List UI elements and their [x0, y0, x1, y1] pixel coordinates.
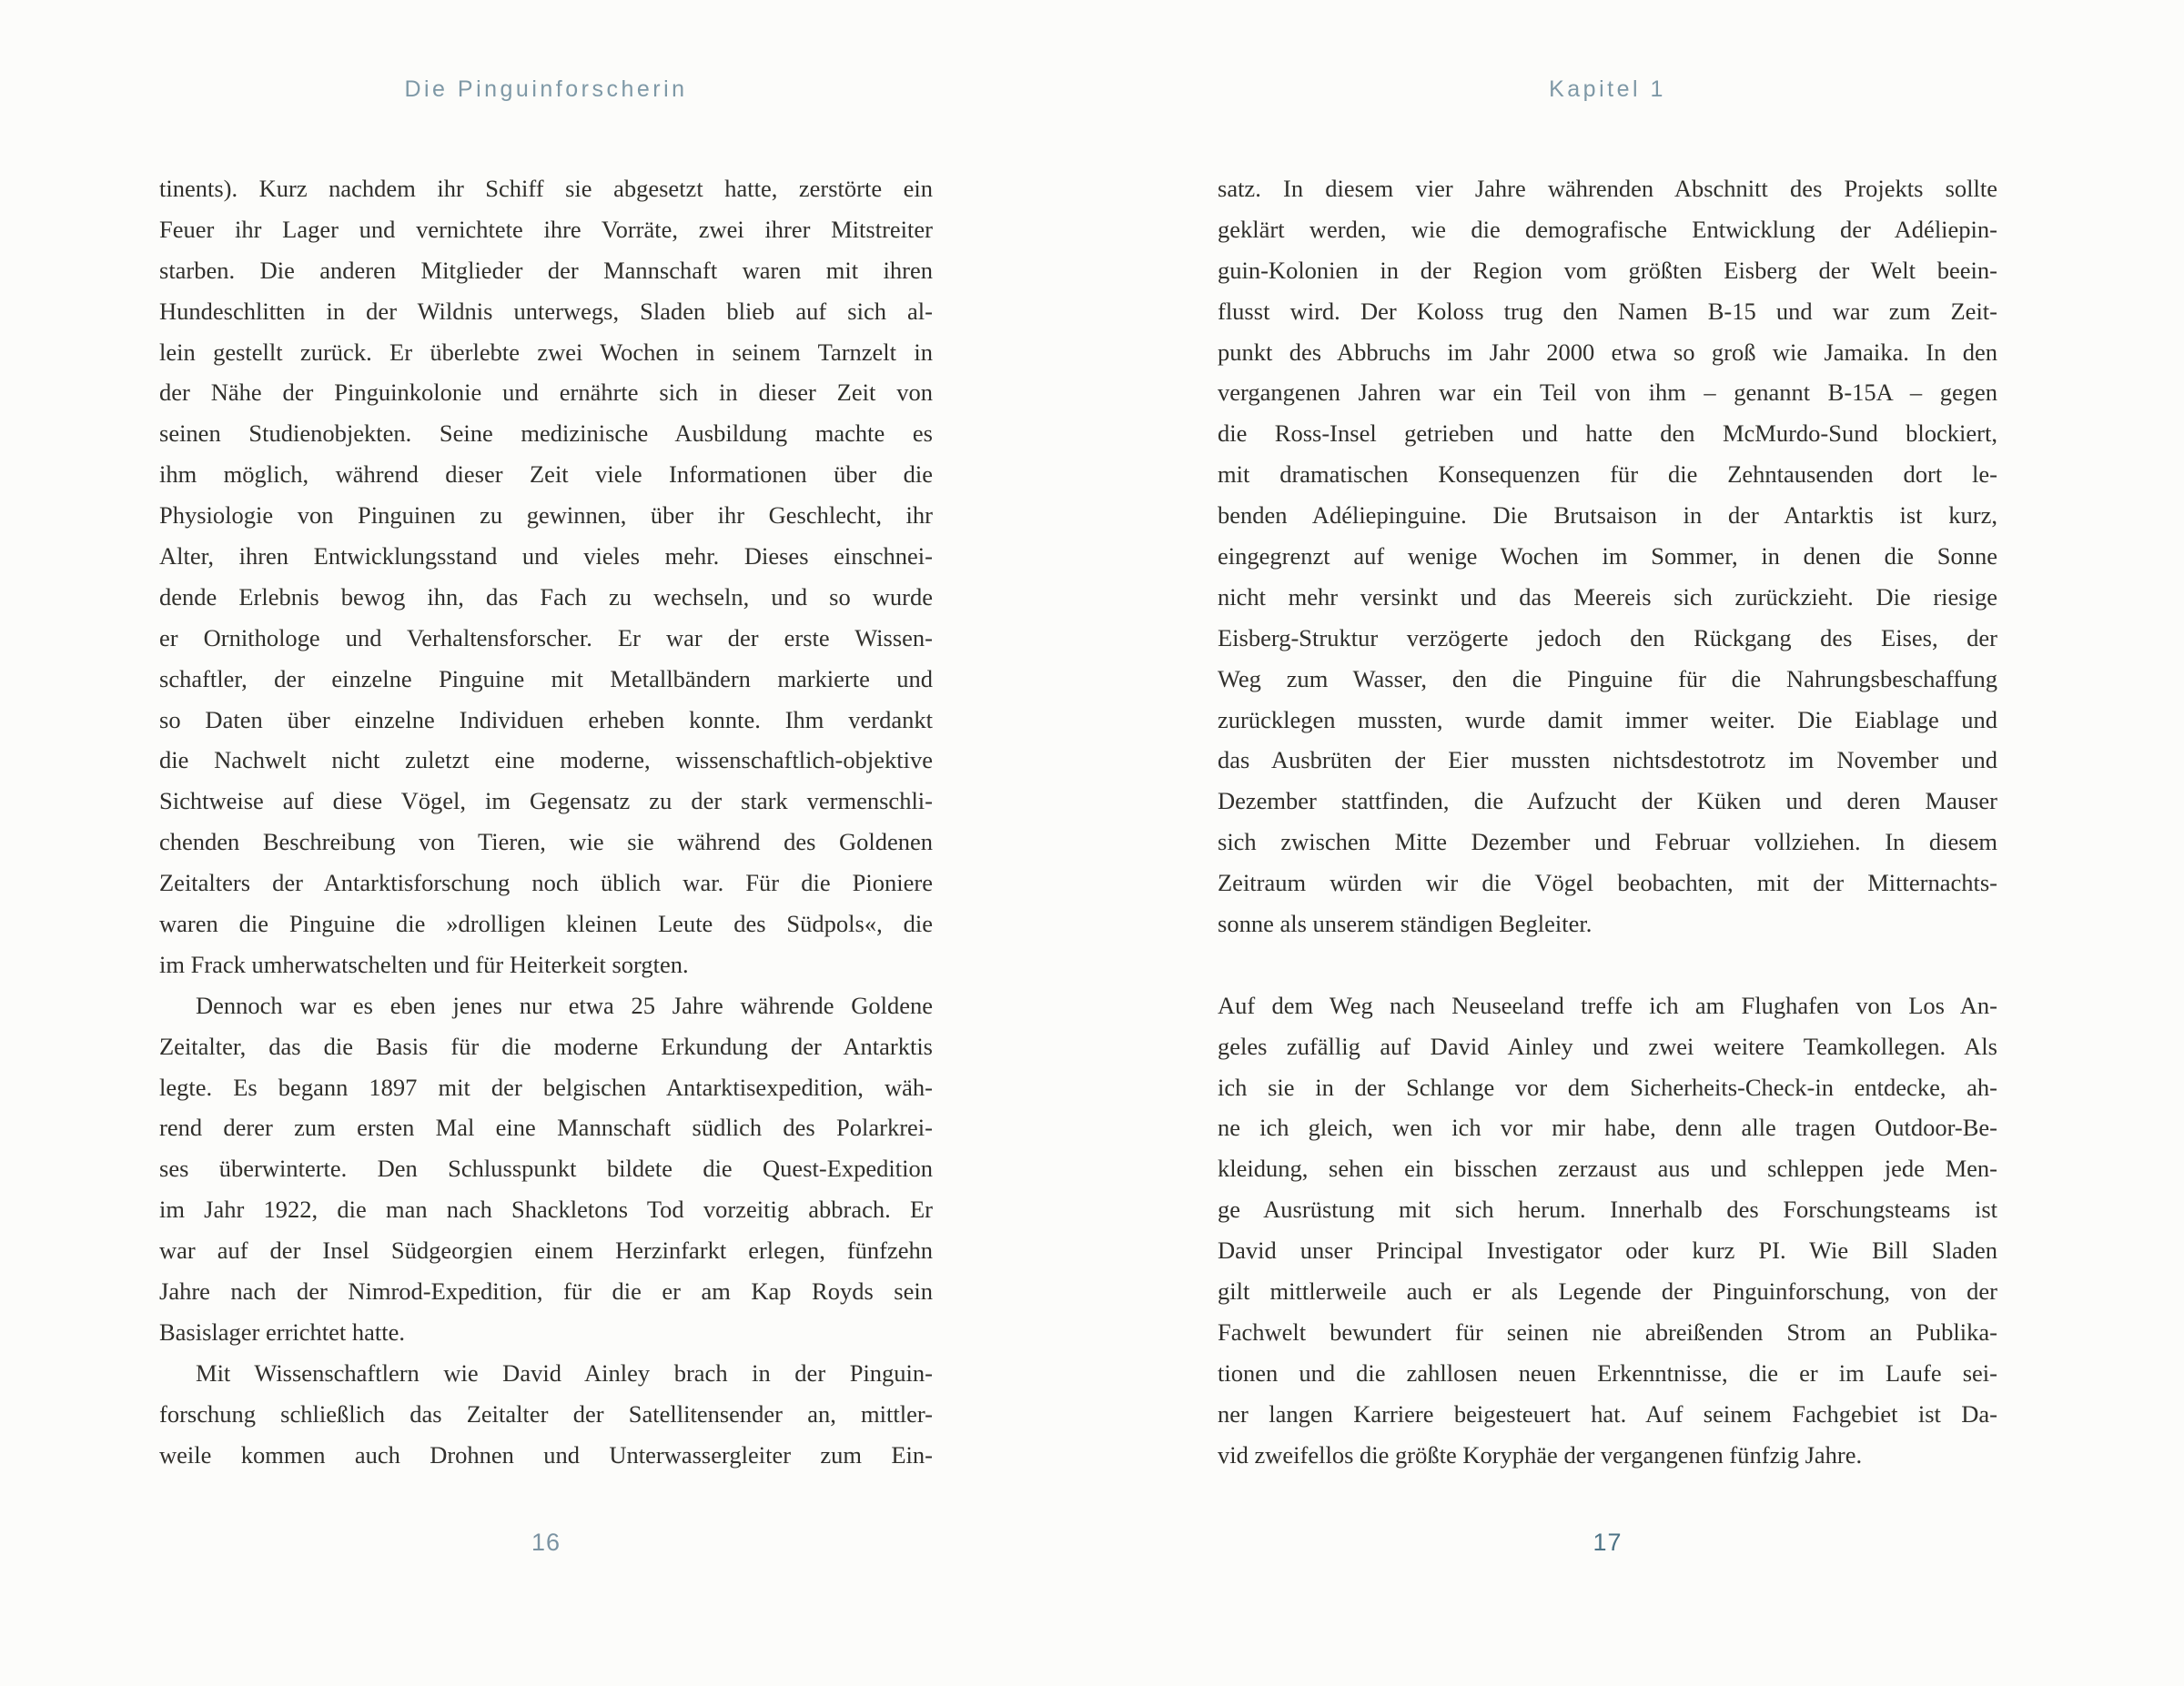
right-page: [1218, 0, 1997, 1686]
text-line: vid zweifellos die größte Koryphäe der vergangenen fünfzig Jahre.: [1218, 1440, 1863, 1469]
text-line: sonne als unserem ständigen Begleiter.: [1218, 910, 1592, 938]
page-number-left: 16: [531, 1529, 561, 1556]
text-line: tionen und die zahllosen neuen Erkenntnisse, die er im Laufe sei-: [1218, 1358, 1997, 1387]
text-line: eingegrenzt auf wenige Wochen im Sommer, in denen die Sonne: [1218, 542, 1997, 570]
text-line: er Ornithologe und Verhaltensforscher. Er war der erste Wissen-: [159, 623, 933, 651]
text-line: forschung schließlich das Zeitalter der Satellitensender an, mittler-: [159, 1399, 933, 1428]
text-line: ner langen Karriere beigesteuert hat. Auf seinem Fachgebiet ist Da-: [1218, 1399, 1997, 1428]
text-line: rend derer zum ersten Mal eine Mannschaft südlich des Polarkrei-: [159, 1114, 933, 1142]
body-text-left: [159, 168, 933, 1476]
text-line: so Daten über einzelne Individuen erheben konnte. Ihm verdankt: [159, 705, 933, 733]
text-line: starben. Die anderen Mitglieder der Mannschaft waren mit ihren: [159, 256, 933, 284]
text-line: im Jahr 1922, die man nach Shackletons Tod vorzeitig abbrach. Er: [159, 1196, 933, 1224]
text-line: waren die Pinguine die »drolligen kleinen Leute des Südpols«, die: [159, 910, 933, 938]
text-line: ne ich gleich, wen ich vor mir habe, denn alle tragen Outdoor-Be-: [1218, 1114, 1997, 1142]
text-line: kleidung, sehen ein bisschen zerzaust aus und schleppen jede Men-: [1218, 1155, 1997, 1183]
text-line: ge Ausrüstung mit sich herum. Innerhalb des Forschungsteams ist: [1218, 1196, 1997, 1224]
text-line: Basislager errichtet hatte.: [159, 1318, 406, 1346]
text-line: chenden Beschreibung von Tieren, wie sie während des Goldenen: [159, 828, 933, 856]
text-line: Jahre nach der Nimrod-Expedition, für die er am Kap Royds sein: [159, 1277, 933, 1306]
body-text-right: [1218, 168, 1997, 1476]
text-line: David unser Principal Investigator oder kurz PI. Wie Bill Sladen: [1218, 1237, 1997, 1265]
text-line: geles zufällig auf David Ainley und zwei weitere Teamkollegen. Als: [1218, 1032, 1997, 1060]
text-line: ses überwinterte. Den Schlusspunkt bildete die Quest-Expedition: [159, 1155, 933, 1183]
left-page: [159, 0, 933, 1686]
text-line: der Nähe der Pinguinkolonie und ernährte sich in dieser Zeit von: [159, 379, 933, 407]
text-line: schaftler, der einzelne Pinguine mit Metallbändern markierte und: [159, 664, 933, 692]
text-line: vergangenen Jahren war ein Teil von ihm – genannt B-15A – gegen: [1218, 379, 1997, 407]
text-line: das Ausbrüten der Eier mussten nichtsdestotrotz im November und: [1218, 746, 1997, 774]
text-line: Mit Wissenschaftlern wie David Ainley brach in der Pinguin-: [196, 1358, 933, 1387]
text-line: satz. In diesem vier Jahre währenden Abschnitt des Projekts sollte: [1218, 175, 1997, 202]
text-line: flusst wird. Der Koloss trug den Namen B-15 und war zum Zeit-: [1218, 297, 1997, 325]
text-line: die Ross-Insel getrieben und hatte den McMurdo-Sund blockiert,: [1218, 419, 1997, 448]
text-line: weile kommen auch Drohnen und Unterwassergleiter zum Ein-: [159, 1440, 933, 1469]
text-line: seinen Studienobjekten. Seine medizinische Ausbildung machte es: [159, 419, 933, 448]
text-line: sich zwischen Mitte Dezember und Februar vollziehen. In diesem: [1218, 828, 1997, 856]
text-line: [1218, 944, 1997, 985]
text-line: Fachwelt bewundert für seinen nie abreißenden Strom an Publika-: [1218, 1318, 1997, 1346]
text-line: ich sie in der Schlange vor dem Sicherheits-Check-in entdecke, ah-: [1218, 1073, 1997, 1101]
text-line: Alter, ihren Entwicklungsstand und vieles mehr. Dieses einschnei-: [159, 542, 933, 570]
text-line: nicht mehr versinkt und das Meereis sich zurückzieht. Die riesige: [1218, 582, 1997, 611]
text-line: geklärt werden, wie die demografische Entwicklung der Adéliepin-: [1218, 215, 1997, 243]
text-line: mit dramatischen Konsequenzen für die Zehntausenden dort le-: [1218, 460, 1997, 489]
running-header-right: Kapitel 1: [1549, 76, 1666, 102]
text-line: ihm möglich, während dieser Zeit viele Informationen über die: [159, 460, 933, 489]
text-line: Dezember stattfinden, die Aufzucht der Küken und deren Mauser: [1218, 787, 1997, 815]
text-line: tinents). Kurz nachdem ihr Schiff sie abgesetzt hatte, zerstörte ein: [159, 175, 933, 202]
page-number-right: 17: [1592, 1529, 1623, 1556]
text-line: war auf der Insel Südgeorgien einem Herzinfarkt erlegen, fünfzehn: [159, 1237, 933, 1265]
text-line: guin-Kolonien in der Region vom größten Eisberg der Welt beein-: [1218, 256, 1997, 284]
text-line: lein gestellt zurück. Er überlebte zwei Wochen in seinem Tarnzelt in: [159, 338, 933, 366]
text-line: Sichtweise auf diese Vögel, im Gegensatz zu der stark vermenschli-: [159, 787, 933, 815]
text-line: die Nachwelt nicht zuletzt eine moderne, wissenschaftlich-objektive: [159, 746, 933, 774]
text-line: Feuer ihr Lager und vernichtete ihre Vorräte, zwei ihrer Mitstreiter: [159, 215, 933, 243]
text-line: Zeitraum würden wir die Vögel beobachten, mit der Mitternachts-: [1218, 869, 1997, 897]
text-line: Zeitalters der Antarktisforschung noch üblich war. Für die Pioniere: [159, 869, 933, 897]
text-line: Auf dem Weg nach Neuseeland treffe ich am Flughafen von Los An-: [1218, 991, 1997, 1019]
text-line: punkt des Abbruchs im Jahr 2000 etwa so groß wie Jamaika. In den: [1218, 338, 1997, 366]
text-line: Hundeschlitten in der Wildnis unterwegs, Sladen blieb auf sich al-: [159, 297, 933, 325]
text-line: dende Erlebnis bewog ihn, das Fach zu wechseln, und so wurde: [159, 582, 933, 611]
text-line: benden Adéliepinguine. Die Brutsaison in der Antarktis ist kurz,: [1218, 501, 1997, 530]
text-line: Physiologie von Pinguinen zu gewinnen, über ihr Geschlecht, ihr: [159, 501, 933, 530]
text-line: gilt mittlerweile auch er als Legende der Pinguinforschung, von der: [1218, 1277, 1997, 1306]
text-line: Dennoch war es eben jenes nur etwa 25 Jahre währende Goldene: [196, 991, 933, 1019]
text-line: Weg zum Wasser, den die Pinguine für die Nahrungsbeschaffung: [1218, 664, 1997, 692]
text-line: zurücklegen mussten, wurde damit immer weiter. Die Eiablage und: [1218, 705, 1997, 733]
text-line: legte. Es begann 1897 mit der belgischen Antarktisexpedition, wäh-: [159, 1073, 933, 1101]
text-line: Zeitalter, das die Basis für die moderne Erkundung der Antarktis: [159, 1032, 933, 1060]
running-header-left: Die Pinguinforscherin: [404, 76, 688, 102]
text-line: Eisberg-Struktur verzögerte jedoch den Rückgang des Eises, der: [1218, 623, 1997, 651]
text-line: im Frack umherwatschelten und für Heiterkeit sorgten.: [159, 950, 689, 978]
